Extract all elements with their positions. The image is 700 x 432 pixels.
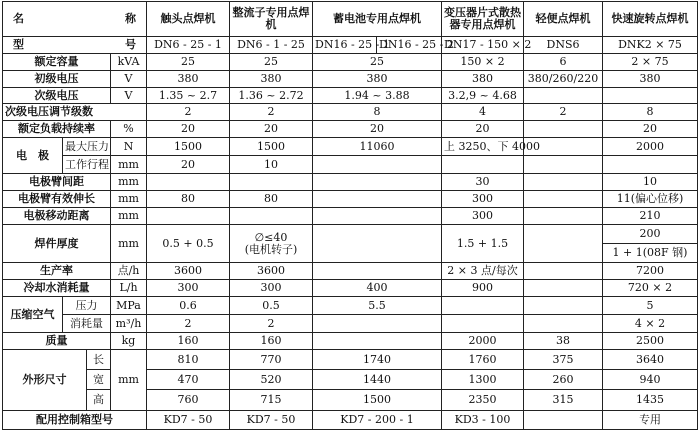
cell: 25	[313, 53, 442, 70]
cell: 1500	[313, 390, 442, 410]
cell	[313, 208, 442, 225]
cell: 2	[230, 315, 313, 333]
cell: 20	[442, 121, 524, 138]
cell: 1300	[442, 370, 524, 390]
model-row	[3, 36, 698, 53]
cell: 6	[524, 53, 603, 70]
cell	[524, 315, 603, 333]
group-label: 压缩空气	[3, 297, 63, 333]
cell: 2	[147, 315, 230, 333]
row-label: 额定容量	[3, 53, 111, 70]
cell	[313, 315, 442, 333]
cell: 3640	[603, 349, 698, 369]
cell: 380	[147, 70, 230, 87]
cell: 10	[603, 174, 698, 191]
cell: 2500	[603, 333, 698, 350]
row-electrode-pressure	[3, 138, 698, 156]
row-air-consumption	[3, 315, 698, 333]
model-header: 快速旋转点焊机	[603, 2, 698, 37]
name-char-2: 称	[125, 11, 136, 25]
cell-line: ∅≤40	[254, 230, 288, 244]
cell: 1.35 ~ 2.7	[147, 87, 230, 104]
cell: DN16 - 25 - 1	[313, 36, 377, 53]
cell: 150 × 2	[442, 53, 524, 70]
cell	[603, 87, 698, 104]
cell: 80	[147, 191, 230, 208]
cell	[524, 280, 603, 297]
cell: 20	[230, 121, 313, 138]
cell: 900	[442, 280, 524, 297]
cell: 0.5 + 0.5	[147, 224, 230, 262]
cell: DN17 - 150 × 2	[442, 36, 524, 53]
cell: 25	[230, 53, 313, 70]
cell: 1440	[313, 370, 442, 390]
model-header: 轻便点焊机	[524, 2, 603, 37]
sub-label: 长	[87, 349, 111, 369]
cell: 1 + 1(08F 钢)	[603, 244, 698, 263]
cell: 200	[603, 224, 698, 243]
cell: 2 × 75	[603, 53, 698, 70]
unit: V	[111, 70, 147, 87]
cell: 210	[603, 208, 698, 225]
unit: mm	[111, 208, 147, 225]
row-secondary-steps	[3, 104, 698, 121]
cell	[524, 191, 603, 208]
cell	[442, 315, 524, 333]
model-label	[3, 36, 147, 53]
cell: 4	[442, 104, 524, 121]
cell: DN16 - 25 - 2	[377, 36, 442, 53]
cell: 380	[230, 70, 313, 87]
cell: KD7 - 200 - 1	[313, 410, 442, 429]
cell: 2000	[603, 138, 698, 156]
row-label: 额定负载持续率	[3, 121, 111, 138]
cell	[524, 208, 603, 225]
cell-line: (电机转子)	[244, 242, 298, 256]
cell: 315	[524, 390, 603, 410]
row-label: 初级电压	[3, 70, 111, 87]
cell: 1500	[230, 138, 313, 156]
unit: 点/h	[111, 263, 147, 280]
cell: 20	[313, 121, 442, 138]
cell	[524, 263, 603, 280]
sub-label: 消耗量	[63, 315, 111, 333]
cell: 160	[147, 333, 230, 350]
cell: DNK2 × 75	[603, 36, 698, 53]
group-label: 电 极	[3, 138, 63, 174]
model-header: 变压器片式散热器专用点焊机	[442, 2, 524, 37]
cell: 2	[230, 104, 313, 121]
row-electrode-travel	[3, 208, 698, 225]
model-header: 触头点焊机	[147, 2, 230, 37]
cell	[524, 121, 603, 138]
row-label: 次级电压调节级数	[3, 104, 147, 121]
unit: m³/h	[111, 315, 147, 333]
row-label: 配用控制箱型号	[3, 410, 147, 429]
unit: MPa	[111, 297, 147, 315]
cell: 1.5 + 1.5	[442, 224, 524, 262]
cell: 38	[524, 333, 603, 350]
cell: 20	[147, 121, 230, 138]
cell: 520	[230, 370, 313, 390]
cell: KD7 - 50	[230, 410, 313, 429]
cell: 380	[442, 70, 524, 87]
row-productivity	[3, 263, 698, 280]
cell: 1.94 ~ 3.88	[313, 87, 442, 104]
cell: 300	[442, 191, 524, 208]
unit: mm	[111, 191, 147, 208]
cell: 940	[603, 370, 698, 390]
cell: 5.5	[313, 297, 442, 315]
cell: 1.36 ~ 2.72	[230, 87, 313, 104]
model-char-1: 型	[13, 37, 24, 51]
row-electrode-stroke	[3, 156, 698, 174]
model-header: 蓄电池专用点焊机	[313, 2, 442, 37]
cell: 810	[147, 349, 230, 369]
cell: 30	[442, 174, 524, 191]
sub-label: 高	[87, 390, 111, 410]
cell	[313, 174, 442, 191]
cell: 25	[147, 53, 230, 70]
cell: 2	[524, 104, 603, 121]
cell: 8	[603, 104, 698, 121]
cell: 80	[230, 191, 313, 208]
row-duty-cycle	[3, 121, 698, 138]
row-secondary-voltage	[3, 87, 698, 104]
cell: 2	[147, 104, 230, 121]
row-weld-thickness	[3, 224, 698, 243]
cell	[524, 87, 603, 104]
header-row	[3, 2, 698, 37]
name-char-1: 名	[13, 11, 24, 25]
cell: 720 × 2	[603, 280, 698, 297]
row-label: 电极臂间距	[3, 174, 111, 191]
unit: %	[111, 121, 147, 138]
row-label: 质量	[3, 333, 111, 350]
row-arm-spacing	[3, 174, 698, 191]
unit: mm	[111, 156, 147, 174]
cell: 2000	[442, 333, 524, 350]
row-dim-length	[3, 349, 698, 369]
cell	[524, 224, 603, 262]
group-label: 外形尺寸	[3, 349, 87, 410]
spec-table	[2, 1, 698, 430]
unit: mm	[111, 349, 147, 410]
cell	[313, 224, 442, 262]
cell: 3600	[147, 263, 230, 280]
row-dim-width	[3, 370, 698, 390]
cell	[524, 410, 603, 429]
cell	[230, 224, 313, 262]
cell	[313, 191, 442, 208]
cell: 470	[147, 370, 230, 390]
row-label: 电极臂有效伸长	[3, 191, 111, 208]
sub-label: 压力	[63, 297, 111, 315]
cell	[603, 156, 698, 174]
cell: 2 × 3 点/每次	[442, 263, 524, 280]
cell: 专用	[603, 410, 698, 429]
cell	[230, 208, 313, 225]
cell: 380/260/220	[524, 70, 603, 87]
cell: 7200	[603, 263, 698, 280]
cell	[147, 208, 230, 225]
cell: 1740	[313, 349, 442, 369]
cell: 380	[313, 70, 442, 87]
cell: 20	[147, 156, 230, 174]
cell: 770	[230, 349, 313, 369]
cell: 760	[147, 390, 230, 410]
cell	[313, 156, 442, 174]
cell: 8	[313, 104, 442, 121]
cell	[313, 263, 442, 280]
name-header	[3, 2, 147, 37]
row-cooling-water	[3, 280, 698, 297]
cell: DN6 - 25 - 1	[147, 36, 230, 53]
cell: 715	[230, 390, 313, 410]
cell	[524, 174, 603, 191]
cell: DN6 - 1 - 25	[230, 36, 313, 53]
unit: N	[111, 138, 147, 156]
cell: 11(偏心位移)	[603, 191, 698, 208]
cell	[230, 174, 313, 191]
row-air-pressure	[3, 297, 698, 315]
cell: 2350	[442, 390, 524, 410]
row-dim-height	[3, 390, 698, 410]
cell	[524, 297, 603, 315]
row-mass	[3, 333, 698, 350]
unit: mm	[111, 174, 147, 191]
cell	[442, 297, 524, 315]
row-label: 电极移动距离	[3, 208, 111, 225]
cell: 5	[603, 297, 698, 315]
unit: V	[111, 87, 147, 104]
cell: 1760	[442, 349, 524, 369]
sub-label: 宽	[87, 370, 111, 390]
cell	[147, 174, 230, 191]
cell: 300	[147, 280, 230, 297]
cell: 380	[603, 70, 698, 87]
row-label: 生产率	[3, 263, 111, 280]
cell: 3600	[230, 263, 313, 280]
cell	[442, 156, 524, 174]
sub-label: 最大压力	[63, 138, 111, 156]
cell: 0.6	[147, 297, 230, 315]
row-rated-capacity	[3, 53, 698, 70]
cell: 300	[442, 208, 524, 225]
row-label: 冷却水消耗量	[3, 280, 111, 297]
row-label: 次级电压	[3, 87, 111, 104]
cell: 400	[313, 280, 442, 297]
sub-label: 工作行程	[63, 156, 111, 174]
cell: 160	[230, 333, 313, 350]
unit: L/h	[111, 280, 147, 297]
unit: mm	[111, 224, 147, 262]
cell: 1435	[603, 390, 698, 410]
unit: kg	[111, 333, 147, 350]
cell: KD3 - 100	[442, 410, 524, 429]
cell: KD7 - 50	[147, 410, 230, 429]
cell: 300	[230, 280, 313, 297]
cell: 3.2,9 ~ 4.68	[442, 87, 524, 104]
row-primary-voltage	[3, 70, 698, 87]
row-arm-reach	[3, 191, 698, 208]
cell: 上 3250、下 4000	[442, 138, 524, 156]
cell: 1500	[147, 138, 230, 156]
model-header: 整流子专用点焊机	[230, 2, 313, 37]
model-char-2: 号	[125, 37, 136, 51]
cell: 375	[524, 349, 603, 369]
cell: 11060	[313, 138, 442, 156]
cell: DNS6	[524, 36, 603, 53]
row-control-box	[3, 410, 698, 429]
cell: 0.5	[230, 297, 313, 315]
cell: 20	[603, 121, 698, 138]
unit: kVA	[111, 53, 147, 70]
row-label: 焊件厚度	[3, 224, 111, 262]
cell: 4 × 2	[603, 315, 698, 333]
cell	[313, 333, 442, 350]
cell: 10	[230, 156, 313, 174]
cell: 260	[524, 370, 603, 390]
cell	[524, 156, 603, 174]
